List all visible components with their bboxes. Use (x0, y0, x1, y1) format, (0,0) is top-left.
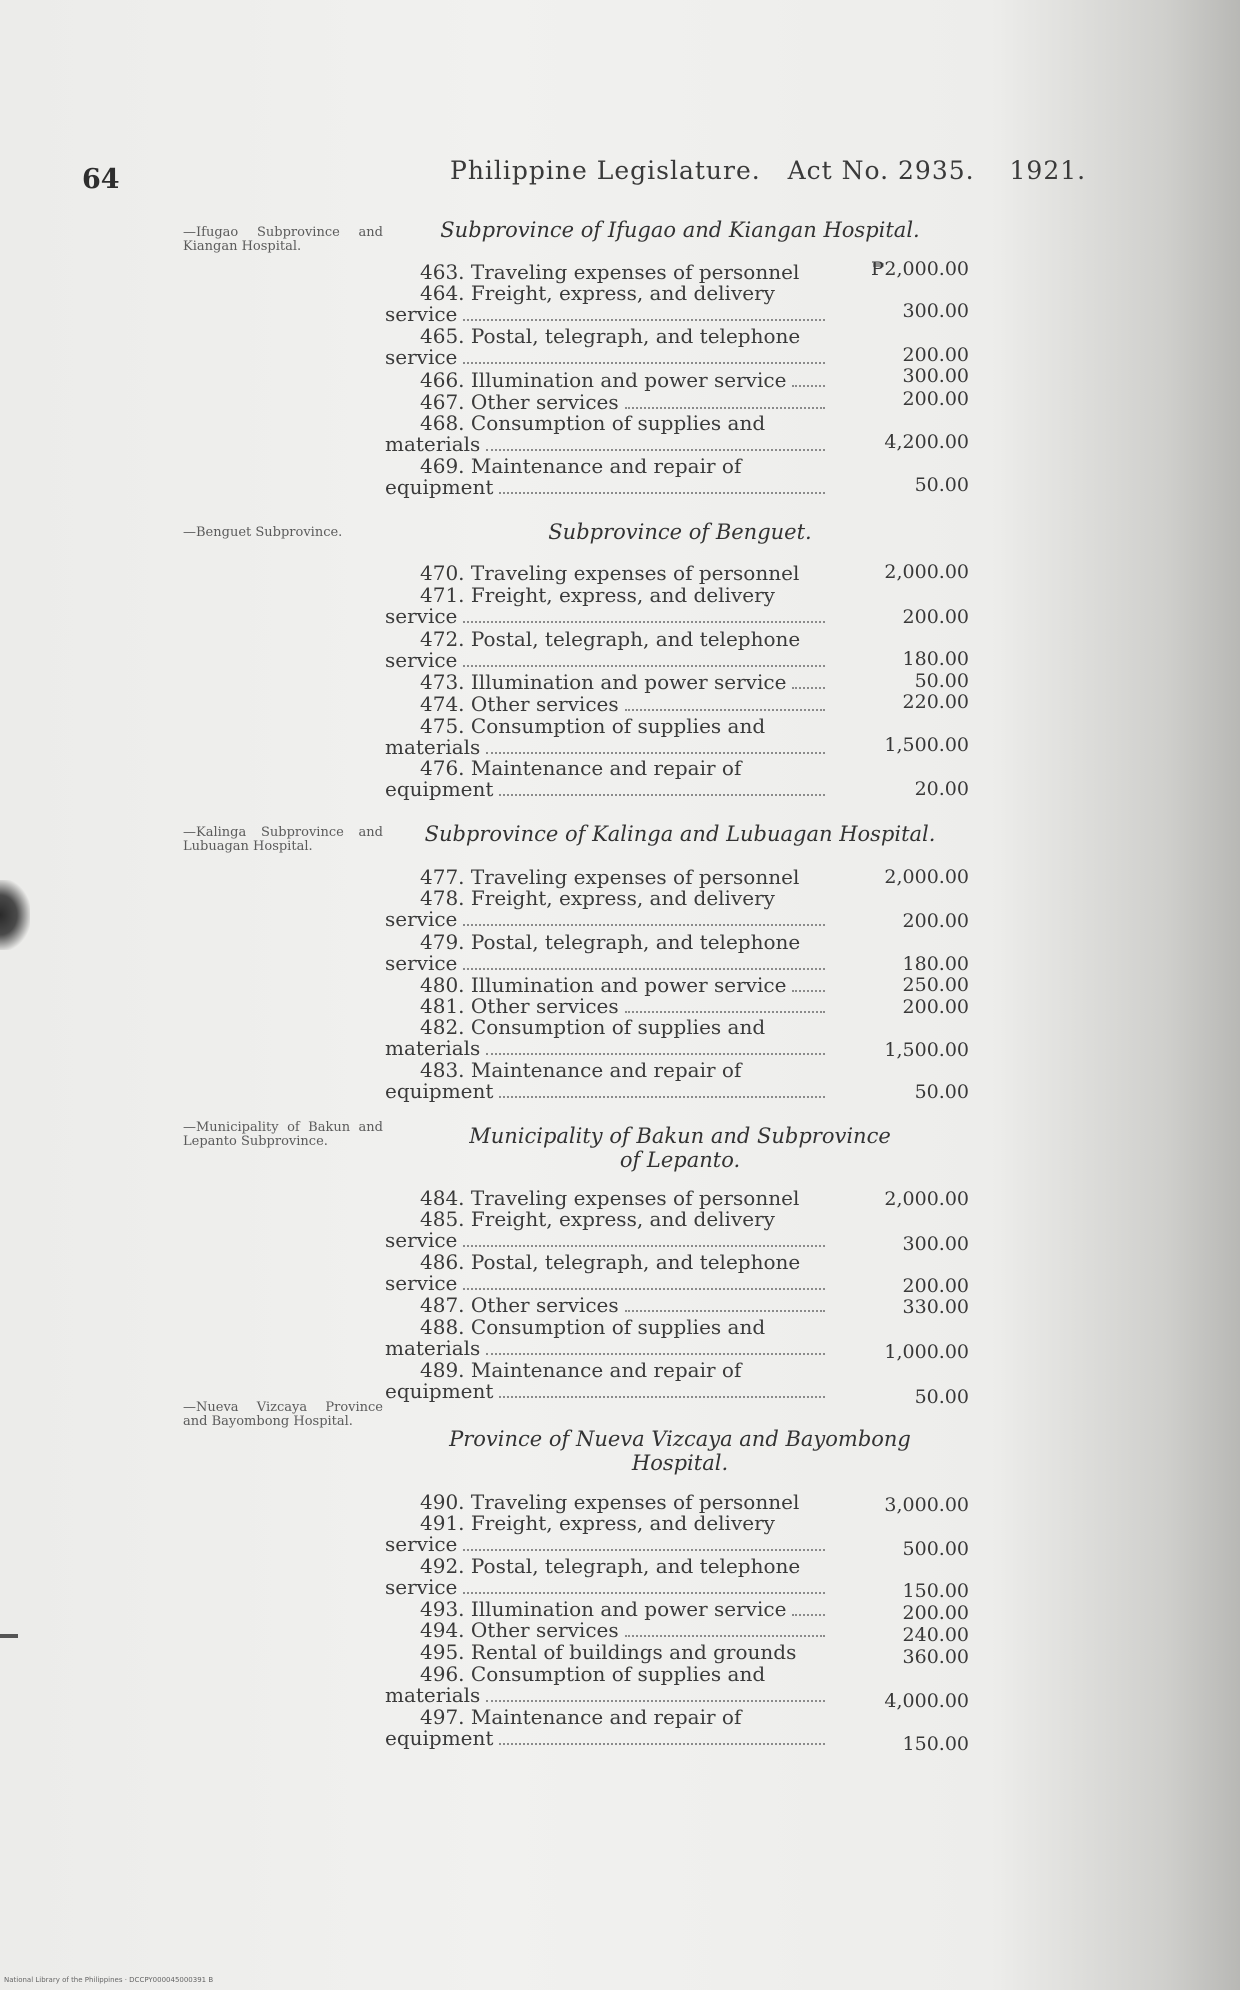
item-text-cont: service (385, 1532, 458, 1556)
item-text: 470. Traveling expenses of personnel (420, 561, 800, 585)
running-head (450, 156, 1086, 185)
budget-item (385, 563, 825, 584)
budget-item (385, 1599, 825, 1620)
item-text: 485. Freight, express, and delivery (420, 1207, 775, 1231)
budget-item (385, 1620, 825, 1641)
item-amount: 1,500.00 (884, 1039, 969, 1061)
leader-dots (792, 978, 825, 992)
item-text-cont: materials (385, 1683, 481, 1707)
budget-item (385, 1513, 825, 1555)
budget-item (385, 1188, 825, 1209)
item-amount: 150.00 (902, 1580, 969, 1602)
item-text-cont: materials (385, 1336, 481, 1360)
budget-item (385, 1360, 825, 1402)
item-amount: 1,500.00 (884, 734, 969, 756)
budget-item (385, 1707, 825, 1749)
leader-dots (463, 350, 825, 364)
item-amount: 180.00 (902, 953, 969, 975)
margin-note-benguet: —Benguet Subprovince. (183, 525, 343, 540)
leader-dots (486, 740, 825, 754)
item-text: 463. Traveling expenses of personnel (420, 260, 800, 284)
item-amount: 50.00 (914, 474, 969, 496)
running-title: Philippine Legislature. (450, 156, 761, 185)
item-text: 466. Illumination and power service (420, 368, 787, 392)
item-text-cont: equipment (385, 777, 494, 801)
budget-item (385, 1492, 825, 1513)
leader-dots (463, 956, 825, 970)
item-text: 480. Illumination and power service (420, 973, 787, 997)
budget-item (385, 629, 825, 671)
heading-line: Municipality of Bakun and Subprovince (469, 1124, 891, 1148)
item-amount: 200.00 (902, 1602, 969, 1624)
leader-dots (625, 1623, 825, 1637)
item-text-cont: equipment (385, 1726, 494, 1750)
section-heading-kalinga: Subprovince of Kalinga and Lubuagan Hospital. (424, 822, 936, 846)
leader-dots (463, 912, 825, 926)
leader-dots (486, 437, 825, 451)
budget-item (385, 1664, 825, 1706)
leader-dots (792, 373, 825, 387)
item-amount: 360.00 (902, 1646, 969, 1668)
item-amount: 200.00 (902, 1275, 969, 1297)
leader-dots (499, 1731, 825, 1745)
section-heading-ifugao: Subprovince of Ifugao and Kiangan Hospital. (440, 218, 920, 242)
item-text: 488. Consumption of supplies and (420, 1315, 766, 1339)
page-number: 64 (82, 164, 120, 195)
item-amount: 300.00 (902, 365, 969, 387)
item-text-cont: service (385, 1575, 458, 1599)
item-amount: 50.00 (914, 1081, 969, 1103)
budget-item (385, 456, 825, 498)
item-amount: 330.00 (902, 1296, 969, 1318)
item-amount: 50.00 (914, 1386, 969, 1408)
item-text: 472. Postal, telegraph, and telephone (420, 627, 801, 651)
item-text: 479. Postal, telegraph, and telephone (420, 930, 801, 954)
budget-item (385, 716, 825, 758)
item-amount: ₱2,000.00 (870, 258, 969, 280)
scan-shadow (0, 880, 30, 950)
budget-item (385, 975, 825, 996)
item-text: 464. Freight, express, and delivery (420, 281, 775, 305)
item-amount: 3,000.00 (884, 1494, 969, 1516)
leader-dots (625, 395, 825, 409)
section-heading-bakun (380, 1124, 980, 1172)
budget-item (385, 392, 825, 413)
budget-item (385, 326, 825, 368)
item-text: 483. Maintenance and repair of (420, 1058, 742, 1082)
item-text: 497. Maintenance and repair of (420, 1705, 742, 1729)
budget-item (385, 1209, 825, 1251)
act-number: Act No. 2935. (787, 156, 975, 185)
item-amount: 200.00 (902, 910, 969, 932)
scan-mark (0, 1634, 18, 1638)
year: 1921. (1009, 156, 1087, 185)
item-amount: 240.00 (902, 1624, 969, 1646)
leader-dots (463, 1276, 825, 1290)
item-amount: 200.00 (902, 344, 969, 366)
item-text: 481. Other services (420, 994, 619, 1018)
item-text: 482. Consumption of supplies and (420, 1015, 766, 1039)
item-text-cont: service (385, 345, 458, 369)
item-amount: 4,200.00 (884, 431, 969, 453)
leader-dots (463, 1580, 825, 1594)
budget-item (385, 283, 825, 325)
item-amount: 200.00 (902, 606, 969, 628)
item-text: 468. Consumption of supplies and (420, 411, 766, 435)
item-text: 491. Freight, express, and delivery (420, 1511, 775, 1535)
leader-dots (499, 1084, 825, 1098)
leader-dots (792, 675, 825, 689)
leader-dots (625, 697, 825, 711)
item-text: 490. Traveling expenses of personnel (420, 1490, 800, 1514)
section-heading-benguet: Subprovince of Benguet. (548, 520, 812, 544)
budget-item (385, 694, 825, 715)
leader-dots (792, 1602, 825, 1616)
item-text-cont: service (385, 907, 458, 931)
item-text: 477. Traveling expenses of personnel (420, 865, 800, 889)
item-text: 474. Other services (420, 692, 619, 716)
budget-item (385, 758, 825, 800)
leader-dots (625, 999, 825, 1013)
item-amount: 220.00 (902, 691, 969, 713)
item-amount: 20.00 (914, 778, 969, 800)
item-text-cont: service (385, 951, 458, 975)
budget-item (385, 1060, 825, 1102)
item-text-cont: service (385, 302, 458, 326)
heading-line: Province of Nueva Vizcaya and Bayombong (449, 1427, 911, 1451)
item-amount: 300.00 (902, 300, 969, 322)
item-amount: 180.00 (902, 648, 969, 670)
item-text-cont: service (385, 604, 458, 628)
budget-item (385, 1295, 825, 1316)
budget-item (385, 1017, 825, 1059)
item-text: 469. Maintenance and repair of (420, 454, 742, 478)
leader-dots (486, 1041, 825, 1055)
margin-note-bakun: —Municipality of Bakun and Lepanto Subprovince. (183, 1120, 383, 1149)
leader-dots (486, 1688, 825, 1702)
item-text: 471. Freight, express, and delivery (420, 583, 775, 607)
item-text-cont: equipment (385, 1079, 494, 1103)
item-text-cont: service (385, 1271, 458, 1295)
budget-item (385, 1642, 825, 1663)
item-amount: 2,000.00 (884, 866, 969, 888)
budget-item (385, 1556, 825, 1598)
budget-item (385, 262, 825, 283)
margin-note-kalinga: —Kalinga Subprovince and Lubuagan Hospital. (183, 825, 383, 854)
item-amount: 4,000.00 (884, 1690, 969, 1712)
item-text: 494. Other services (420, 1618, 619, 1642)
budget-item (385, 867, 825, 888)
item-text: 475. Consumption of supplies and (420, 714, 766, 738)
footer-credit: National Library of the Philippines · DCCPY000045000391 B (4, 1976, 214, 1984)
leader-dots (486, 1341, 825, 1355)
item-text: 465. Postal, telegraph, and telephone (420, 324, 801, 348)
item-text: 484. Traveling expenses of personnel (420, 1186, 800, 1210)
item-text-cont: materials (385, 432, 481, 456)
item-amount: 1,000.00 (884, 1341, 969, 1363)
item-text: 495. Rental of buildings and grounds (420, 1640, 797, 1664)
item-amount: 500.00 (902, 1538, 969, 1560)
item-text-cont: service (385, 1228, 458, 1252)
budget-item (385, 370, 825, 391)
item-text: 476. Maintenance and repair of (420, 756, 742, 780)
heading-line: Hospital. (631, 1451, 729, 1475)
item-text: 492. Postal, telegraph, and telephone (420, 1554, 801, 1578)
item-text: 473. Illumination and power service (420, 670, 787, 694)
leader-dots (463, 653, 825, 667)
budget-item (385, 932, 825, 974)
section-heading-nueva-vizcaya (380, 1427, 980, 1475)
item-text: 487. Other services (420, 1293, 619, 1317)
item-amount: 2,000.00 (884, 1188, 969, 1210)
item-text-cont: equipment (385, 475, 494, 499)
leader-dots (625, 1298, 825, 1312)
item-text: 489. Maintenance and repair of (420, 1358, 742, 1382)
budget-item (385, 413, 825, 455)
item-text: 496. Consumption of supplies and (420, 1662, 766, 1686)
budget-item (385, 996, 825, 1017)
budget-item (385, 1252, 825, 1294)
leader-dots (463, 609, 825, 623)
item-amount: 150.00 (902, 1733, 969, 1755)
item-text: 467. Other services (420, 390, 619, 414)
budget-item (385, 672, 825, 693)
item-text-cont: materials (385, 735, 481, 759)
item-text: 493. Illumination and power service (420, 1597, 787, 1621)
item-text: 478. Freight, express, and delivery (420, 886, 775, 910)
leader-dots (499, 782, 825, 796)
leader-dots (463, 1537, 825, 1551)
leader-dots (463, 1233, 825, 1247)
budget-item (385, 888, 825, 930)
item-amount: 300.00 (902, 1233, 969, 1255)
item-amount: 250.00 (902, 974, 969, 996)
budget-item (385, 1317, 825, 1359)
item-text: 486. Postal, telegraph, and telephone (420, 1250, 801, 1274)
heading-line: of Lepanto. (619, 1148, 741, 1172)
item-text-cont: equipment (385, 1379, 494, 1403)
leader-dots (499, 1384, 825, 1398)
item-text-cont: service (385, 648, 458, 672)
margin-note-ifugao: —Ifugao Subprovince and Kiangan Hospital. (183, 225, 383, 254)
item-amount: 2,000.00 (884, 561, 969, 583)
leader-dots (463, 307, 825, 321)
item-text-cont: materials (385, 1036, 481, 1060)
item-amount: 200.00 (902, 996, 969, 1018)
leader-dots (499, 480, 825, 494)
budget-item (385, 585, 825, 627)
item-amount: 200.00 (902, 388, 969, 410)
item-amount: 50.00 (914, 670, 969, 692)
margin-note-nueva-vizcaya: —Nueva Vizcaya Province and Bayombong Hospital. (183, 1400, 383, 1429)
